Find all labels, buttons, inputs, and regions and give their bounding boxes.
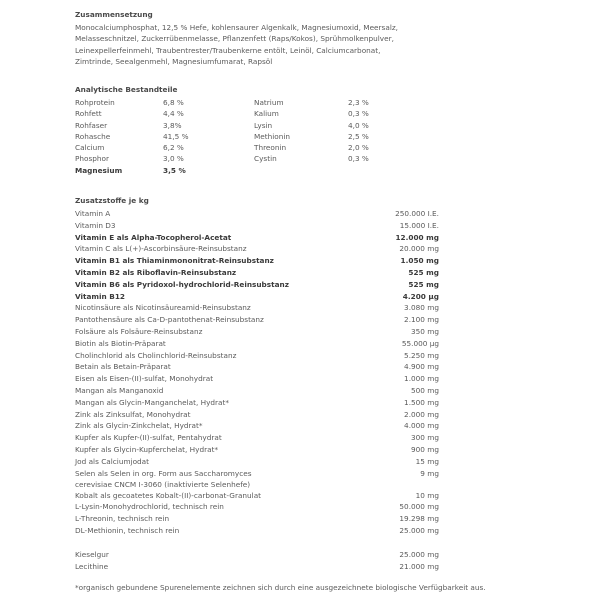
additive-name: Kieselgur xyxy=(75,549,109,559)
additive-name: Vitamin D3 xyxy=(75,220,116,230)
additive-name: Eisen als Eisen-(II)-sulfat, Monohydrat xyxy=(75,374,214,384)
analytical-name: Rohprotein xyxy=(75,98,115,107)
additive-name: Vitamin C als L(+)-Ascorbinsäure-Reinsubstanz xyxy=(75,244,247,254)
additive-name: Kupfer als Glycin-Kupferchelat, Hydrat* xyxy=(75,444,219,454)
analytical-column-left xyxy=(75,97,189,176)
additive-value: 50.000 mg xyxy=(399,502,439,512)
additive-row xyxy=(75,338,439,350)
analytical-value: 4,4 % xyxy=(163,109,184,119)
additive-row xyxy=(75,490,439,502)
additive-name: Cholinchlorid als Cholinchlorid-Reinsubstanz xyxy=(75,350,237,360)
additive-name: L-Threonin, technisch rein xyxy=(75,514,170,524)
additive-value: 25.000 mg xyxy=(399,549,439,559)
analytical-name: Calcium xyxy=(75,143,105,153)
analytical-row xyxy=(254,131,369,142)
analytical-row xyxy=(75,108,189,119)
analytical-value: 0,3 % xyxy=(348,154,369,164)
additive-name: L-Lysin-Monohydrochlorid, technisch rein xyxy=(75,502,224,512)
analytical-name: Lysin xyxy=(254,120,273,130)
additive-name: Vitamin E als Alpha-Tocopherol-Acetat xyxy=(75,232,232,242)
analytical-name: Phosphor xyxy=(75,154,110,164)
analytical-value: 6,2 % xyxy=(163,143,184,153)
composition-line: Monocalciumphosphat, 12,5 % Hefe, kohlensaurer Algenkalk, Magnesiumoxid, Meersalz, xyxy=(75,23,398,32)
additive-row xyxy=(75,549,439,561)
analytical-value: 6,8 % xyxy=(163,98,184,107)
additive-row xyxy=(75,501,439,513)
analytical-row xyxy=(75,120,189,131)
analytical-row xyxy=(254,108,369,119)
additive-row xyxy=(75,432,439,444)
additive-name: Kobalt als gecoatetes Kobalt-(II)-carbonat-Granulat xyxy=(75,490,262,500)
additive-value: 19.298 mg xyxy=(399,514,439,524)
additive-value: 2.000 mg xyxy=(404,409,439,419)
additive-row xyxy=(75,314,439,326)
additive-row xyxy=(75,513,439,525)
additive-value: 25.000 mg xyxy=(399,525,439,535)
additive-row xyxy=(75,302,439,314)
footnote: *organisch gebundene Spurenelemente zeichnen sich durch eine ausgezeichnete biologische Verfügbarkeit aus. xyxy=(75,583,486,592)
analytical-name: Methionin xyxy=(254,131,291,141)
additive-row xyxy=(75,326,439,338)
analytical-row xyxy=(75,142,189,153)
analytical-value: 3,8% xyxy=(163,120,182,130)
additive-name: DL-Methionin, technisch rein xyxy=(75,525,180,535)
selenium-line-1: Selen als Selen in org. Form aus Saccharomyces xyxy=(75,468,252,478)
additive-name: Biotin als Biotin-Präparat xyxy=(75,338,166,348)
additive-name: Betain als Betain-Präparat xyxy=(75,362,171,372)
additive-name: Vitamin A xyxy=(75,209,111,218)
additive-value: 525 mg xyxy=(408,267,439,277)
additive-name: Vitamin B12 xyxy=(75,291,125,301)
analytical-value: 3,5 % xyxy=(163,165,186,175)
analytical-value: 2,3 % xyxy=(348,98,369,107)
analytical-row xyxy=(75,97,189,108)
composition-line: Melasseschnitzel, Zuckerrübenmelasse, Pflanzenfett (Raps/Kokos), Sprühmolkenpulver, xyxy=(75,34,394,44)
analytical-value: 41,5 % xyxy=(163,131,189,141)
analytical-row xyxy=(254,97,369,108)
additive-row xyxy=(75,279,439,291)
composition-text xyxy=(75,22,495,67)
analytical-value: 0,3 % xyxy=(348,109,369,119)
composition-heading: Zusammensetzung xyxy=(75,10,153,19)
additive-row xyxy=(75,456,439,468)
additive-row xyxy=(75,420,439,432)
analytical-name: Cystin xyxy=(254,154,277,164)
additive-value: 1.000 mg xyxy=(404,374,439,384)
additives-heading: Zusatzstoffe je kg xyxy=(75,196,149,205)
analytical-name: Magnesium xyxy=(75,165,123,175)
additive-value: 55.000 µg xyxy=(401,338,439,348)
additive-value: 300 mg xyxy=(411,433,439,443)
additive-row xyxy=(75,361,439,373)
additive-name: Mangan als Glycin-Manganchelat, Hydrat* xyxy=(75,397,230,407)
additive-value: 250.000 I.E. xyxy=(395,209,439,218)
additive-value: 900 mg xyxy=(411,444,439,454)
additive-row xyxy=(75,385,439,397)
additive-name: Zink als Zinksulfat, Monohydrat xyxy=(75,409,191,419)
additive-row xyxy=(75,373,439,385)
additive-row xyxy=(75,220,439,232)
additive-row xyxy=(75,267,439,279)
analytical-name: Threonin xyxy=(254,143,287,153)
additive-name: Kupfer als Kupfer-(II)-sulfat, Pentahydrat xyxy=(75,433,222,443)
additive-value: 525 mg xyxy=(408,279,439,289)
additive-value: 5.250 mg xyxy=(404,350,439,360)
analytical-name: Natrium xyxy=(254,98,284,107)
analytical-name: Rohfaser xyxy=(75,120,108,130)
additive-value: 4.900 mg xyxy=(404,362,439,372)
additive-name: Lecithine xyxy=(75,561,109,571)
additive-name: Jod als Calciumjodat xyxy=(75,456,150,466)
additive-row xyxy=(75,350,439,362)
additive-value: 500 mg xyxy=(411,385,439,395)
additives-table xyxy=(75,208,439,572)
additive-row xyxy=(75,255,439,267)
composition-line: Zimtrinde, Seealgenmehl, Magnesiumfumarat, Rapsöl xyxy=(75,56,273,66)
additive-row xyxy=(75,291,439,303)
analytical-row xyxy=(75,131,189,142)
additive-value: 12.000 mg xyxy=(395,232,439,242)
analytical-heading: Analytische Bestandteile xyxy=(75,85,178,94)
analytical-row xyxy=(254,153,369,164)
additive-value: 1.500 mg xyxy=(404,397,439,407)
analytical-value: 2,5 % xyxy=(348,131,369,141)
additive-row xyxy=(75,232,439,244)
analytical-name: Rohasche xyxy=(75,131,111,141)
additive-name xyxy=(75,468,420,490)
analytical-value: 3,0 % xyxy=(163,154,184,164)
analytical-row xyxy=(75,153,189,164)
selenium-line-2: cerevisiae CNCM I-3060 (inaktivierte Selenhefe) xyxy=(75,479,251,489)
composition-line: Leinexpellerfeinmehl, Traubentrester/Traubenkerne entölt, Leinöl, Calciumcarbonat, xyxy=(75,45,381,55)
additive-name: Zink als Glycin-Zinkchelat, Hydrat* xyxy=(75,421,203,431)
additive-row-selenium xyxy=(75,468,439,490)
additive-name: Vitamin B1 als Thiaminmononitrat-Reinsubstanz xyxy=(75,256,274,266)
additive-value: 15.000 I.E. xyxy=(399,220,439,230)
additive-row xyxy=(75,397,439,409)
additive-value: 15 mg xyxy=(415,456,439,466)
analytical-row xyxy=(254,142,369,153)
additive-name: Folsäure als Folsäure-Reinsubstanz xyxy=(75,326,203,336)
additive-value: 1.050 mg xyxy=(400,256,439,266)
analytical-column-right xyxy=(254,97,369,165)
analytical-value: 2,0 % xyxy=(348,143,369,153)
additive-row xyxy=(75,409,439,421)
additive-row xyxy=(75,243,439,255)
additive-value: 21.000 mg xyxy=(399,561,439,571)
additive-value: 10 mg xyxy=(415,490,439,500)
additive-name: Pantothensäure als Ca-D-pantothenat-Reinsubstanz xyxy=(75,315,264,325)
additive-value: 350 mg xyxy=(411,326,439,336)
analytical-row xyxy=(254,120,369,131)
additive-name: Vitamin B2 als Riboflavin-Reinsubstanz xyxy=(75,267,237,277)
additive-value: 2.100 mg xyxy=(404,315,439,325)
additive-value: 9 mg xyxy=(420,468,439,478)
additive-name: Nicotinsäure als Nicotinsäureamid-Reinsubstanz xyxy=(75,303,251,313)
additive-row xyxy=(75,208,439,220)
additive-value: 3.080 mg xyxy=(404,303,439,313)
additive-name: Vitamin B6 als Pyridoxol-hydrochlorid-Reinsubstanz xyxy=(75,279,289,289)
additive-row xyxy=(75,525,439,537)
analytical-name: Rohfett xyxy=(75,109,102,119)
analytical-name: Kalium xyxy=(254,109,279,119)
additive-value: 4.200 µg xyxy=(402,291,439,301)
analytical-value: 4,0 % xyxy=(348,120,369,130)
additive-name: Mangan als Manganoxid xyxy=(75,385,164,395)
spacer xyxy=(75,537,439,549)
additive-row xyxy=(75,561,439,573)
additive-value: 20.000 mg xyxy=(399,244,439,254)
analytical-row xyxy=(75,165,189,176)
additive-row xyxy=(75,444,439,456)
additive-value: 4.000 mg xyxy=(404,421,439,431)
